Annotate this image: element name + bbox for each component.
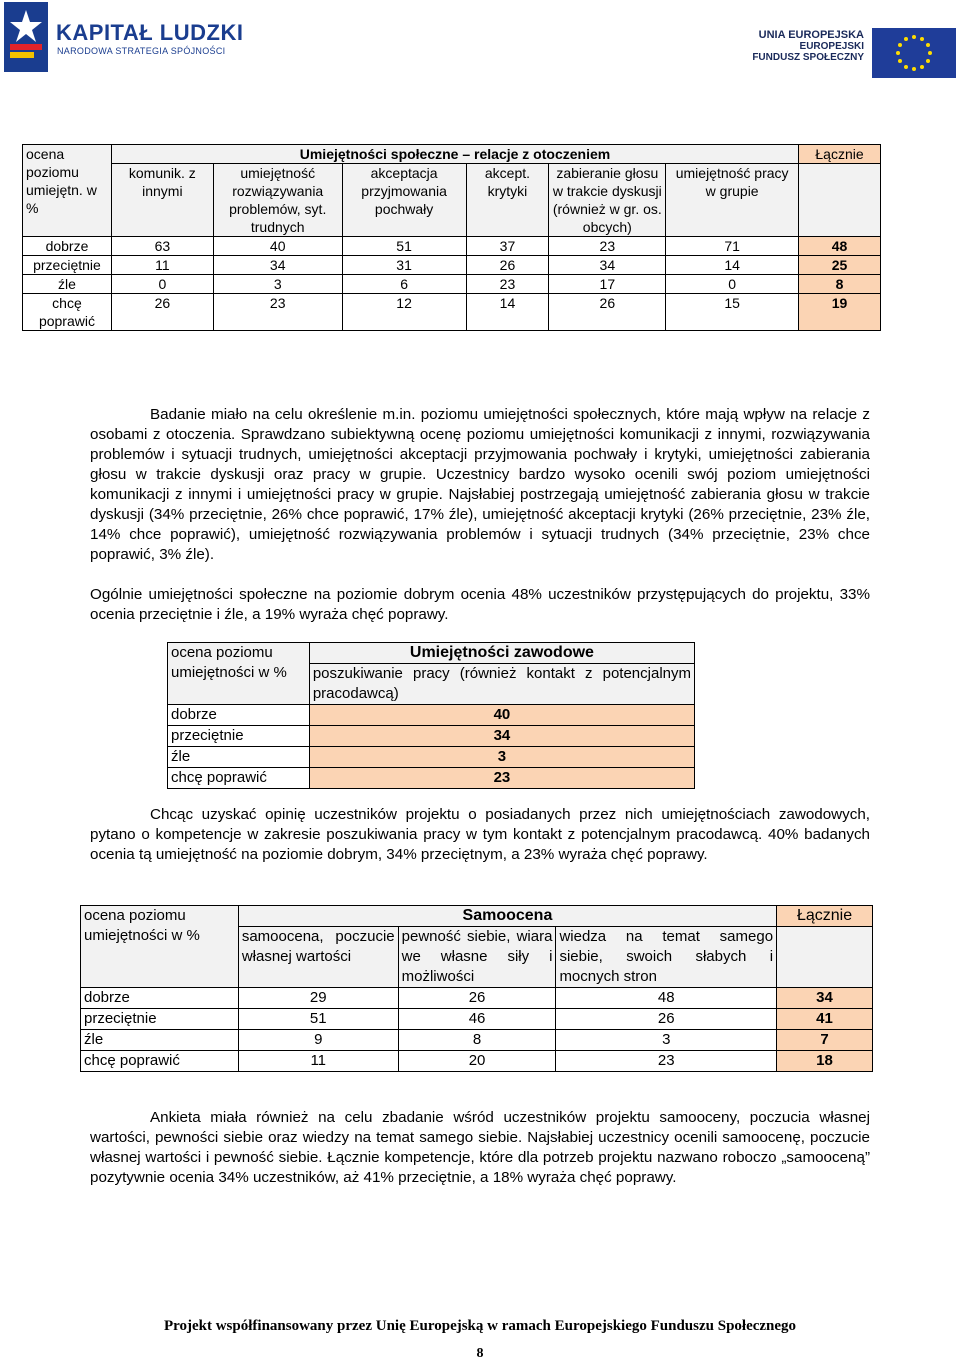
cell: 51 — [238, 1009, 398, 1030]
table-row — [168, 747, 695, 768]
cell: 63 — [111, 237, 213, 256]
table-row — [168, 726, 695, 747]
column-header: poszukiwanie pracy (również kontakt z potencjalnym pracodawcą) — [309, 664, 694, 705]
row-label: dobrze — [168, 705, 310, 726]
table-row — [81, 1009, 873, 1030]
logo-subtitle: NARODOWA STRATEGIA SPÓJNOŚCI — [57, 46, 226, 56]
cell: 40 — [309, 705, 694, 726]
cell: 40 — [213, 237, 342, 256]
eu-logo-text — [752, 30, 864, 63]
table-row — [168, 768, 695, 789]
total-header-spacer — [777, 927, 873, 988]
cell: 48 — [556, 988, 777, 1009]
total-cell: 8 — [799, 275, 881, 294]
table-row — [81, 1051, 873, 1072]
row-label: przeciętnie — [168, 726, 310, 747]
total-header: Łącznie — [777, 906, 873, 927]
cell: 31 — [342, 256, 466, 275]
paragraph-text: Badanie miało na celu określenie m.in. poziomu umiejętności społecznych, które mają wpływ na relacje z osobami z otoczenia. Sprawdzano subiektywną ocenę poziomu umiejętności komunikacji z innymi, rozwiązywania problemów i sytuacji trudnych, umiejętności akceptacji przyjmowania pochwały i krytyki, umiejętności zabierania głosu w trakcie dyskusji oraz pracy w grupie. Uczestnicy bardzo wysoko ocenili swój poziom umiejętności komunikacji z innymi i umiejętności pracy w grupie. Najsłabiej postrzegają umiejętność zabierania głosu w trakcie dyskusji (34% przeciętnie, 26% chce poprawić, 17% źle), umiejętność akceptacji krytyki (26% przeciętnie, 23% źle, 14% chce poprawić), umiejętność rozwiązywania problemów i sytuacji trudnych (34% przeciętnie, 23% chce poprawić, 3% źle). — [90, 406, 870, 563]
kapital-ludzki-emblem — [4, 2, 48, 72]
cell: 26 — [549, 294, 666, 331]
cell: 23 — [556, 1051, 777, 1072]
total-cell: 7 — [777, 1030, 873, 1051]
cell: 6 — [342, 275, 466, 294]
cell: 34 — [213, 256, 342, 275]
cell: 23 — [309, 768, 694, 789]
group-header: Umiejętności zawodowe — [309, 643, 694, 664]
table-row — [168, 705, 695, 726]
corner-header: ocena poziomu umiejętności w % — [81, 906, 239, 988]
eu-line-1: UNIA EUROPEJSKA — [758, 29, 864, 41]
cell: 20 — [398, 1051, 556, 1072]
row-label: źle — [81, 1030, 239, 1051]
cell: 26 — [111, 294, 213, 331]
professional-skills-table — [167, 642, 695, 789]
cell: 23 — [213, 294, 342, 331]
column-header: samoocena, poczucie własnej wartości — [238, 927, 398, 988]
row-label: źle — [168, 747, 310, 768]
total-cell: 19 — [799, 294, 881, 331]
total-header-spacer — [799, 164, 881, 237]
total-cell: 25 — [799, 256, 881, 275]
column-header: komunik. z innymi — [111, 164, 213, 237]
eu-line-2: EUROPEJSKI — [799, 41, 864, 52]
cell: 26 — [466, 256, 549, 275]
row-label: źle — [23, 275, 112, 294]
corner-header: ocena poziomu umiejętności w % — [168, 643, 310, 705]
self-assessment-table — [80, 905, 873, 1072]
column-header: umiejętność pracy w grupie — [666, 164, 799, 237]
cell: 29 — [238, 988, 398, 1009]
row-label: dobrze — [23, 237, 112, 256]
column-header: pewność siebie, wiara we własne siły i możliwości — [398, 927, 556, 988]
row-label: dobrze — [81, 988, 239, 1009]
cell: 3 — [213, 275, 342, 294]
cell: 34 — [309, 726, 694, 747]
cell: 11 — [238, 1051, 398, 1072]
row-label: chcę poprawić — [23, 294, 112, 331]
eu-line-3: FUNDUSZ SPOŁECZNY — [752, 52, 864, 63]
cell: 23 — [549, 237, 666, 256]
total-cell: 34 — [777, 988, 873, 1009]
table-row — [23, 256, 881, 275]
total-cell: 48 — [799, 237, 881, 256]
group-header: Umiejętności społeczne – relacje z otoczeniem — [111, 145, 798, 164]
paragraph-social-skills — [90, 405, 870, 565]
cell: 0 — [111, 275, 213, 294]
kapital-ludzki-logo — [4, 2, 244, 72]
table-row — [81, 988, 873, 1009]
cell: 34 — [549, 256, 666, 275]
cell: 0 — [666, 275, 799, 294]
table-row — [23, 294, 881, 331]
cell: 26 — [556, 1009, 777, 1030]
paragraph-text: Ogólnie umiejętności społeczne na poziomie dobrym ocenia 48% uczestników przystępujących do projektu, 33% ocenia przeciętnie i źle, a 19% wyraża chęć poprawy. — [90, 586, 870, 623]
cell: 51 — [342, 237, 466, 256]
total-cell: 18 — [777, 1051, 873, 1072]
paragraph-social-summary — [90, 585, 870, 625]
logo-title: KAPITAŁ LUDZKI — [56, 20, 244, 45]
group-header: Samoocena — [238, 906, 776, 927]
cell: 46 — [398, 1009, 556, 1030]
cell: 11 — [111, 256, 213, 275]
paragraph-professional-skills — [90, 805, 870, 865]
total-header: Łącznie — [799, 145, 881, 164]
corner-header: ocena poziomu umiejętn. w % — [23, 145, 112, 237]
cell: 23 — [466, 275, 549, 294]
cell: 26 — [398, 988, 556, 1009]
row-label: przeciętnie — [23, 256, 112, 275]
row-label: chcę poprawić — [168, 768, 310, 789]
column-header: zabieranie głosu w trakcie dyskusji (również w gr. os. obcych) — [549, 164, 666, 237]
row-label: chcę poprawić — [81, 1051, 239, 1072]
cell: 3 — [309, 747, 694, 768]
column-header: wiedza na temat samego siebie, swoich słabych i mocnych stron — [556, 927, 777, 988]
paragraph-text: Chcąc uzyskać opinię uczestników projektu o posiadanych przez nich umiejętnościach zawodowych, pytano o kompetencje w zakresie poszukiwania pracy w tym kontakt z potencjalnym pracodawcą. 40% badanych ocenia tą umiejętność na poziomie dobrym, 34% przeciętnym, a 23% wyraża chęć poprawy. — [90, 806, 870, 863]
footer-cofinancing-note: Projekt współfinansowany przez Unię Europejską w ramach Europejskiego Funduszu Społecznego — [163, 1318, 797, 1334]
cell: 17 — [549, 275, 666, 294]
table-row — [23, 275, 881, 294]
column-header: akceptacja przyjmowania pochwały — [342, 164, 466, 237]
cell: 14 — [666, 256, 799, 275]
table-row — [23, 237, 881, 256]
social-skills-table — [22, 144, 881, 331]
star-icon — [4, 2, 48, 72]
eu-logo — [736, 28, 956, 78]
cell: 14 — [466, 294, 549, 331]
column-header: umiejętność rozwiązywania problemów, syt. trudnych — [213, 164, 342, 237]
cell: 8 — [398, 1030, 556, 1051]
table-row — [81, 1030, 873, 1051]
paragraph-text: Ankieta miała również na celu zbadanie wśród uczestników projektu samooceny, poczucia własnej wartości, pewności siebie oraz wiedzy na temat samego siebie. Najsłabiej uczestnicy ocenili samoocenę, poczucie własnej wartości i pewność siebie. Łącznie kompetencje, które dla potrzeb projektu nazwano roboczo „samooceną” pozytywnie ocenia 34% uczestników, aż 41% przeciętnie, a 18% wyraża chęć poprawy. — [90, 1109, 870, 1186]
page-number: 8 — [476, 1346, 484, 1361]
cell: 9 — [238, 1030, 398, 1051]
cell: 12 — [342, 294, 466, 331]
row-label: przeciętnie — [81, 1009, 239, 1030]
cell: 71 — [666, 237, 799, 256]
total-cell: 41 — [777, 1009, 873, 1030]
cell: 3 — [556, 1030, 777, 1051]
cell: 15 — [666, 294, 799, 331]
eu-flag-icon — [872, 28, 956, 78]
paragraph-self-assessment — [90, 1108, 870, 1188]
cell: 37 — [466, 237, 549, 256]
column-header: akcept. krytyki — [466, 164, 549, 237]
